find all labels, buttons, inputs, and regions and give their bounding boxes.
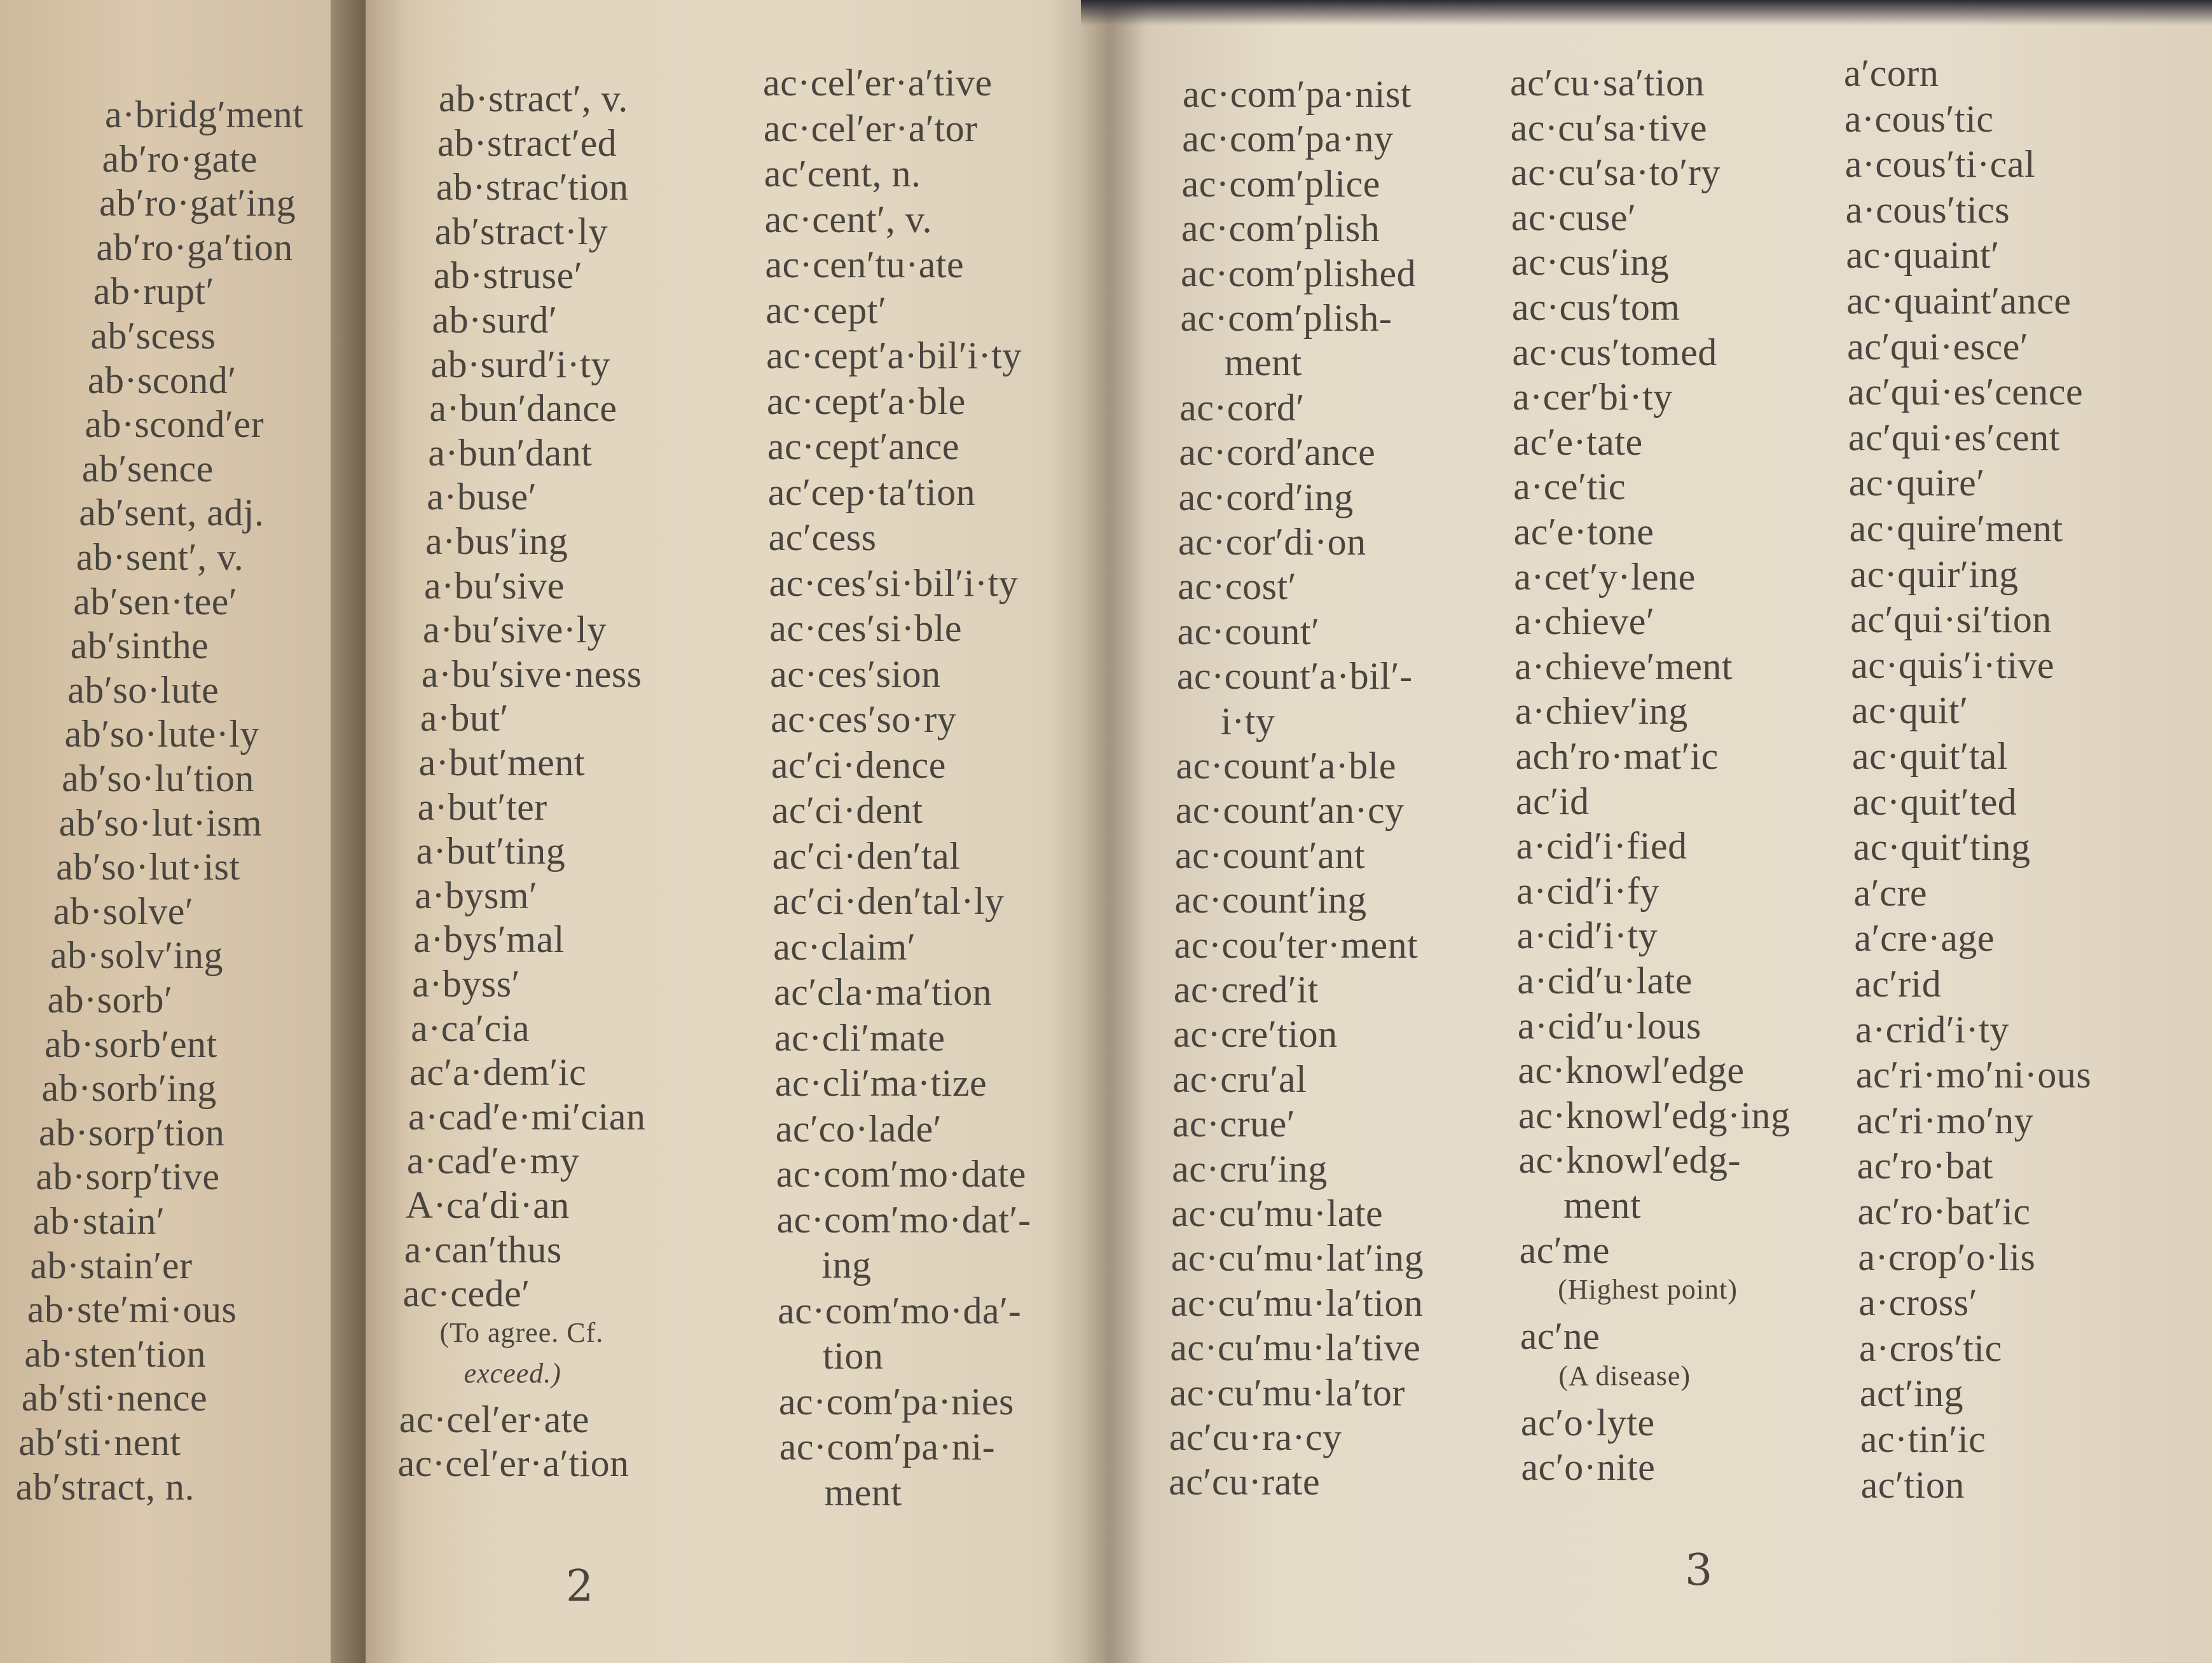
dictionary-entry: ac′ci·dence xyxy=(771,743,946,786)
dictionary-entry: ac·cen′tu·ate xyxy=(765,244,965,286)
dictionary-entry: ac′ne xyxy=(1520,1315,1600,1358)
dictionary-entry: ac·cel′er·a′tor xyxy=(763,107,978,149)
dictionary-entry: exceed.) xyxy=(464,1357,561,1389)
dictionary-entry: ac′qui·es′cence xyxy=(1848,371,2084,413)
dictionary-entry: (To agree. Cf. xyxy=(439,1316,604,1348)
dictionary-entry: ac·cept′ance xyxy=(767,425,960,467)
dictionary-entry: ac·cor′di·on xyxy=(1178,521,1366,563)
dictionary-entry: ac·count′ xyxy=(1177,610,1320,652)
dictionary-entry: ac·cord′ing xyxy=(1178,476,1354,518)
dictionary-entry: ab·scond′er xyxy=(85,403,264,446)
dictionary-entry: ab·strac′tion xyxy=(436,166,629,209)
page-number-right: 3 xyxy=(1685,1545,1713,1596)
dictionary-entry: ab′sinthe xyxy=(70,624,209,667)
dictionary-entry: ac′ci·dent xyxy=(771,789,923,831)
dictionary-entry: ab′stract, n. xyxy=(15,1465,195,1508)
dictionary-entry: ab′stract·ly xyxy=(434,210,608,252)
dictionary-entry: a·cid′i·fy xyxy=(1516,869,1659,912)
dictionary-entry: a·cet′y·lene xyxy=(1514,555,1696,598)
dictionary-entry: ac·com′plice xyxy=(1181,162,1380,205)
dictionary-entry: ab·scond′ xyxy=(87,359,237,401)
dictionary-entry: ac·cost′ xyxy=(1178,565,1297,608)
dictionary-entry: ab′so·lute·ly xyxy=(64,713,259,756)
dictionary-entry: ab′sti·nence xyxy=(21,1377,208,1419)
dictionary-entry: ac·cred′it xyxy=(1173,969,1319,1011)
dictionary-entry: ab·sorb′ xyxy=(47,979,173,1021)
dictionary-entry: a·bu′sive·ness xyxy=(421,652,642,695)
dictionary-entry: ac′me xyxy=(1519,1229,1610,1271)
dictionary-entry: ac·com′plish- xyxy=(1180,297,1392,339)
dictionary-entry: ab′so·lut·ist xyxy=(56,846,240,888)
dictionary-entry: ac·com′mo·date xyxy=(776,1153,1026,1195)
dictionary-entry: ac·quire′ xyxy=(1848,462,1985,504)
dictionary-entry: a·bun′dance xyxy=(429,387,617,430)
dictionary-entry: ac·cli′mate xyxy=(774,1016,945,1059)
dictionary-entry: ac·ces′so·ry xyxy=(771,698,957,740)
dictionary-entry: ac′o·nite xyxy=(1521,1446,1656,1489)
dictionary-entry: ac·cu′mu·la′tor xyxy=(1169,1371,1405,1414)
dictionary-entry: ab·ste′mi·ous xyxy=(27,1288,237,1331)
dictionary-entry: ac·com′pa·nist xyxy=(1183,73,1412,115)
dictionary-entry: ab′sen·tee′ xyxy=(73,580,238,623)
dictionary-entry: ac′cent, n. xyxy=(764,153,921,195)
binding-band xyxy=(331,0,366,1663)
dictionary-entry: ab·stract′, v. xyxy=(439,78,628,120)
dictionary-entry: ment xyxy=(824,1471,902,1514)
dictionary-entry: a·but′ment xyxy=(418,742,586,783)
dictionary-entry: ab′ro·ga′tion xyxy=(96,226,293,268)
dictionary-entry: ac·quir′ing xyxy=(1850,553,2019,595)
dictionary-entry: ac′qui·si′tion xyxy=(1850,598,2052,641)
dictionary-entry: ac·count′a·bil′- xyxy=(1176,655,1413,698)
dictionary-entry: ac·quit′tal xyxy=(1851,735,2009,777)
dictionary-entry: ac′ri·mo′ny xyxy=(1856,1099,2034,1142)
dictionary-entry: ac·com′pa·ny xyxy=(1182,118,1394,160)
dictionary-entry: ac·knowl′edg- xyxy=(1518,1139,1741,1182)
dictionary-entry: ab′scess xyxy=(90,315,216,357)
dictionary-entry: ac′cess xyxy=(768,516,877,558)
dictionary-entry: tion xyxy=(823,1335,884,1377)
dictionary-entry: ac·cus′ing xyxy=(1511,241,1670,284)
dictionary-entry: ac·quaint′ xyxy=(1846,234,2000,277)
dictionary-entry: ab·sorp′tive xyxy=(36,1156,220,1198)
dictionary-entry: a·but′ter xyxy=(417,785,547,828)
dictionary-entry: ab·sorb′ent xyxy=(44,1023,217,1065)
dictionary-entry: a·bu′sive·ly xyxy=(422,609,607,651)
dictionary-entry: act′ing xyxy=(1859,1372,1964,1415)
dictionary-entry: a·but′ting xyxy=(416,830,566,873)
dictionary-entry: ab·surd′ xyxy=(432,299,558,341)
dictionary-entry: ac·claim′ xyxy=(773,925,916,968)
dictionary-entry: ac′tion xyxy=(1860,1463,1965,1506)
dictionary-entry: ac·cli′ma·tize xyxy=(774,1062,987,1104)
dictionary-entry: a·crop′o·lis xyxy=(1858,1236,2036,1278)
dictionary-entry: ac·com′plished xyxy=(1181,252,1417,294)
dictionary-entry: ac·cus′tomed xyxy=(1512,331,1717,373)
dictionary-entry: a·chieve′ment xyxy=(1515,645,1733,687)
book-gutter xyxy=(1081,0,1144,1663)
dictionary-entry: ac·cou′ter·ment xyxy=(1174,923,1419,966)
dictionary-entry: a·buse′ xyxy=(427,476,537,518)
dictionary-entry: ac·cept′a·bil′i·ty xyxy=(766,335,1022,376)
dictionary-entry: ac·quit′ting xyxy=(1853,826,2031,869)
dictionary-entry: ac·cu′mu·la′tion xyxy=(1170,1281,1424,1324)
dictionary-entry: a·bun′dant xyxy=(428,431,593,474)
dictionary-entry: ab·sorp′tion xyxy=(38,1111,225,1154)
dictionary-entry: ac·ces′sion xyxy=(770,652,941,695)
dictionary-entry: a·byss′ xyxy=(412,963,521,1005)
dictionary-entry: ac·tin′ic xyxy=(1860,1418,1986,1460)
dictionary-entry: ac′o·lyte xyxy=(1520,1401,1655,1444)
dictionary-entry: ment xyxy=(1563,1184,1642,1226)
dictionary-entry: ac·cru′al xyxy=(1172,1058,1307,1100)
page-number-left: 2 xyxy=(566,1561,594,1611)
dictionary-entry: ab′so·lu′tion xyxy=(62,757,254,799)
dictionary-entry: a·cros′tic xyxy=(1859,1327,2002,1369)
dictionary-entry: ab·solve′ xyxy=(53,890,194,932)
dictionary-entry: ac′qui·esce′ xyxy=(1847,325,2029,368)
dictionary-entry: ac·quit′ted xyxy=(1852,780,2017,823)
dictionary-entry: ac′ro·bat′ic xyxy=(1857,1190,2031,1232)
dictionary-entry: ac·quaint′ance xyxy=(1846,280,2071,322)
dictionary-entry: ac·ces′si·ble xyxy=(769,607,963,649)
dictionary-entry: ac′ci·den′tal xyxy=(772,834,961,877)
dictionary-entry: ac·com′mo·da′- xyxy=(778,1289,1022,1332)
dictionary-entry: ach′ro·mat′ic xyxy=(1515,735,1719,777)
dictionary-entry: ac·cu′mu·lat′ing xyxy=(1171,1237,1424,1280)
dictionary-entry: ac·cel′er·ate xyxy=(399,1398,590,1440)
background-strip xyxy=(1081,0,2212,25)
dictionary-entry: (A disease) xyxy=(1558,1360,1691,1391)
dictionary-entry: a·cid′i·ty xyxy=(1516,914,1658,957)
dictionary-entry: ac′cep·ta′tion xyxy=(767,471,976,513)
dictionary-entry: ac·count′ing xyxy=(1174,879,1367,921)
dictionary-entry: a·can′thus xyxy=(404,1228,562,1271)
dictionary-entry: ing xyxy=(821,1244,872,1286)
dictionary-entry: A·ca′di·an xyxy=(405,1184,570,1226)
dictionary-entry: (Highest point) xyxy=(1558,1274,1738,1306)
dictionary-entry: a·cid′u·lous xyxy=(1517,1004,1701,1047)
dictionary-entry: ac·cent′, v. xyxy=(764,198,932,240)
dictionary-entry: ac·com′pa·nies xyxy=(778,1380,1014,1423)
dictionary-entry: ac′rid xyxy=(1855,963,1942,1005)
dictionary-entry: ac·cel′er·a′tion xyxy=(397,1442,629,1485)
dictionary-entry: ab′sti·nent xyxy=(18,1421,181,1463)
dictionary-entry: ab·rupt′ xyxy=(93,270,215,313)
dictionary-entry: a·chieve′ xyxy=(1514,600,1655,643)
dictionary-entry: ac′cu·ra·cy xyxy=(1169,1416,1342,1458)
dictionary-entry: a·ce′tic xyxy=(1513,466,1626,508)
dictionary-entry: a·cad′e·my xyxy=(406,1140,580,1182)
dictionary-entry: ac·quit′ xyxy=(1851,689,1968,732)
dictionary-entry: a·cad′e·mi′cian xyxy=(408,1095,646,1138)
dictionary-entry: ac·cu′sa·tive xyxy=(1510,106,1707,149)
dictionary-entry: a·bys′mal xyxy=(413,918,565,961)
dictionary-entry: a·ca′cia xyxy=(411,1007,530,1049)
dictionary-entry: ac·quis′i·tive xyxy=(1851,644,2055,686)
dictionary-entry: ab·stain′er xyxy=(30,1244,193,1287)
dictionary-entry: ac′ro·bat xyxy=(1857,1145,1993,1187)
dictionary-entry: ab·sent′, v. xyxy=(76,536,244,578)
dictionary-entry: ac′a·dem′ic xyxy=(409,1051,587,1094)
dictionary-entry: ac′e·tone xyxy=(1513,511,1654,553)
dictionary-entry: ac′co·lade′ xyxy=(775,1107,942,1150)
dictionary-entry: ac·knowl′edg·ing xyxy=(1518,1094,1790,1136)
dictionary-entry: ac′cu·sa′tion xyxy=(1510,62,1705,104)
dictionary-entry: ac·count′ant xyxy=(1175,834,1365,876)
dictionary-entry: ac·cept′ xyxy=(766,289,887,331)
dictionary-entry: i·ty xyxy=(1221,700,1275,742)
dictionary-entry: a·cous′tics xyxy=(1845,188,2010,231)
dictionary-entry: ac·count′a·ble xyxy=(1176,745,1397,787)
dictionary-entry: ac·cuse′ xyxy=(1511,196,1637,238)
dictionary-entry: ac·com′plish xyxy=(1181,207,1380,250)
dictionary-entry: ab·surd′i·ty xyxy=(430,343,610,385)
dictionary-entry: a·chiev′ing xyxy=(1515,690,1688,733)
dictionary-entry: ac·cord′ xyxy=(1179,386,1305,429)
dictionary-entry: a·bus′ing xyxy=(425,520,568,562)
dictionary-entry: ab·struse′ xyxy=(433,254,583,297)
dictionary-entry: ac·cu′mu·late xyxy=(1171,1192,1384,1234)
dictionary-entry: ab′sence xyxy=(81,447,214,490)
dictionary-entry: a·but′ xyxy=(420,697,509,740)
dictionary-entry: ac·cu′mu·la′tive xyxy=(1170,1327,1421,1369)
dictionary-entry: ac·count′an·cy xyxy=(1175,789,1405,832)
dictionary-entry: ac·cept′a·ble xyxy=(767,380,966,422)
dictionary-entry: ac′ri·mo′ni·ous xyxy=(1855,1054,2092,1096)
dictionary-entry: a·cer′bi·ty xyxy=(1512,376,1673,418)
dictionary-entry: ab′sent, adj. xyxy=(79,492,264,534)
dictionary-entry: a·cid′u·late xyxy=(1517,960,1693,1002)
dictionary-entry: ab′so·lute xyxy=(67,668,219,711)
dictionary-entry: ab·solv′ing xyxy=(50,934,223,977)
dictionary-entry: ac′qui·es′cent xyxy=(1848,416,2060,459)
dictionary-entry: a·bu′sive xyxy=(424,564,565,607)
dictionary-entry: a′corn xyxy=(1844,52,1939,94)
dictionary-entry: ac′id xyxy=(1516,780,1590,822)
dictionary-entry: ab·stract′ed xyxy=(437,121,617,164)
dictionary-entry: ac·cru′ing xyxy=(1172,1147,1328,1190)
dictionary-entry: ab′so·lut·ism xyxy=(58,801,263,844)
dictionary-entry: ac′cla·ma′tion xyxy=(774,971,993,1013)
dictionary-entry: ab·sten′tion xyxy=(24,1332,207,1375)
dictionary-entry: a·bysm′ xyxy=(415,874,538,916)
dictionary-entry: ac·quire′ment xyxy=(1849,507,2063,549)
dictionary-entry: a·cous′ti·cal xyxy=(1844,143,2036,186)
dictionary-entry: ac·com′pa·ni- xyxy=(779,1426,996,1468)
dictionary-entry: a·cous′tic xyxy=(1844,97,1994,140)
dictionary-entry: ac·cus′tom xyxy=(1511,286,1680,328)
dictionary-entry: ac′e·tate xyxy=(1513,420,1643,463)
dictionary-entry: a′cre·age xyxy=(1854,917,1995,960)
dictionary-entry: ac·cre′tion xyxy=(1173,1013,1338,1056)
dictionary-entry: ac·crue′ xyxy=(1172,1103,1296,1145)
dictionary-entry: ab·stain′ xyxy=(32,1200,165,1242)
dictionary-entry: ac·ces′si·bil′i·ty xyxy=(769,562,1019,604)
dictionary-entry: ac′cu·rate xyxy=(1169,1461,1321,1503)
dictionary-entry: a·bridg′ment xyxy=(105,93,304,135)
dictionary-entry: a·cid′i·fied xyxy=(1516,825,1687,867)
dictionary-entry: a′cre xyxy=(1853,871,1927,914)
dictionary-entry: ment xyxy=(1224,342,1302,384)
dictionary-entry: a·cross′ xyxy=(1858,1281,1978,1324)
dictionary-entry: a·crid′i·ty xyxy=(1855,1008,2009,1051)
dictionary-entry: ac·cu′sa·to′ry xyxy=(1511,151,1721,194)
dictionary-entry: ab·sorb′ing xyxy=(41,1067,217,1110)
dictionary-entry: ac·com′mo·dat′- xyxy=(776,1198,1031,1241)
dictionary-entry: ab′ro·gate xyxy=(102,137,258,180)
dictionary-entry: ac·cede′ xyxy=(402,1273,530,1315)
dictionary-entry: ac·cel′er·a′tive xyxy=(763,62,993,104)
dictionary-entry: ac·cord′ance xyxy=(1179,431,1376,474)
dictionary-entry: ac·knowl′edge xyxy=(1518,1049,1745,1092)
dictionary-entry: ab′ro·gat′ing xyxy=(99,182,296,224)
dictionary-entry: ac′ci·den′tal·ly xyxy=(773,880,1005,922)
